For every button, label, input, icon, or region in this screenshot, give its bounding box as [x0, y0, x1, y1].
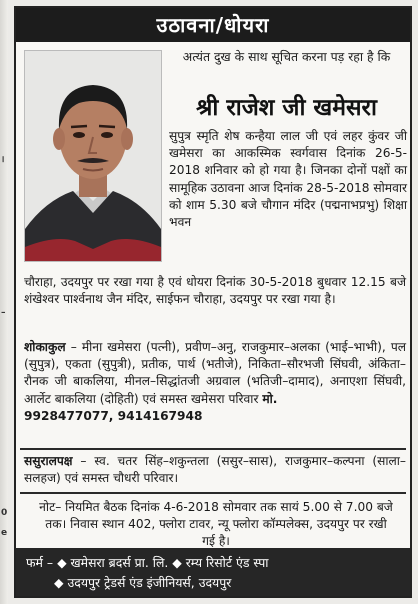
notice-heading: उठावना/धोयरा: [16, 8, 410, 42]
portrait-photo: [24, 50, 162, 262]
firm-line-1: [26, 553, 268, 572]
in-laws-list: [24, 453, 406, 487]
divider: [20, 492, 406, 494]
firm-footer: [16, 548, 410, 596]
firm-names-2: ◆ उदयपुर ट्रेडर्स एंड इंजीनियर्स, उदयपुर: [54, 575, 232, 590]
deceased-name: श्री राजेश जी खमेसरा: [196, 95, 377, 121]
firm-label: फर्म –: [26, 555, 54, 570]
mourners-label: शोकाकुल: [24, 340, 66, 354]
announcement-text: सुपुत्र स्मृति शेष कन्हैया लाल जी एवं लहर कुंवर जी खमेसरा का आकस्मिक स्वर्गवास दिनांक 26-5-2018 शनिवार को हो गया है। जिनका दोनों पक्षों का सामूहिक उठावना आज दिनांक 28-5-2018 सोमवार को शाम 5.30 बजे चौगान मंदिर (पद्मनाभप्रभु) शिक्षा भवन: [169, 129, 407, 230]
in-laws-names: – स्व. चतर सिंह–शकुन्तला (ससुर–सास), राजकुमार–कल्पना (साला–सलहज) एवं समस्त चौधरी परिवार।: [24, 454, 406, 486]
firm-names-1: ◆ खमेसरा ब्रदर्स प्रा. लि. ◆ रम्य रिसोर्ट एंड स्पा: [57, 555, 269, 570]
portrait-illustration: [25, 51, 161, 261]
phone-label: मो.: [262, 391, 278, 406]
obituary-notice: [14, 6, 412, 598]
divider: [20, 448, 406, 450]
intro-text: अत्यंत दुख के साथ सूचित करना पड़ रहा है कि: [182, 49, 391, 64]
adjacent-column-edge: । – 0 e: [0, 0, 8, 604]
mourners-names: – मीना खमेसरा (पत्नी), प्रवीण–अनु, राजकुमार–अलका (भाई–भाभी), पल (सुपुत्र), एकता (सुपुत्री), प्रतीक, पार्थ (भतीजे), निकिता–सौरभजी सिंघवी, अंकिता–रौनक जी बाकलिया, मीनल–सिद्धांतजी अग्रवाल (भतिजी–दामाद), अनाएशा सिंघवी, आर्लेट बाकलिया (दोहिती) एवं समस्त खमेसरा परिवार: [24, 340, 407, 406]
mourners-list: [24, 339, 406, 425]
meeting-note: नोट– नियमित बैठक दिनांक 4-6-2018 सोमवार तक सायं 5.00 से 7.00 बजे तक। निवास स्थान 402, फ्लोरा टावर, न्यू फ्लोरा कॉम्पलेक्स, उदयपुर पर रखी गई है।: [39, 500, 393, 549]
in-laws-label: ससुरालपक्ष: [24, 454, 73, 468]
phone-numbers: 9928477077, 9414167948: [24, 408, 203, 423]
announcement-text-continued: चौराहा, उदयपुर पर रखा गया है एवं धोयरा दिनांक 30-5-2018 बुधवार 12.15 बजे शंखेश्वर पार्श्वनाथ जैन मंदिर, साईफन चौराहा, उदयपुर पर रखा गया है।: [24, 275, 406, 307]
